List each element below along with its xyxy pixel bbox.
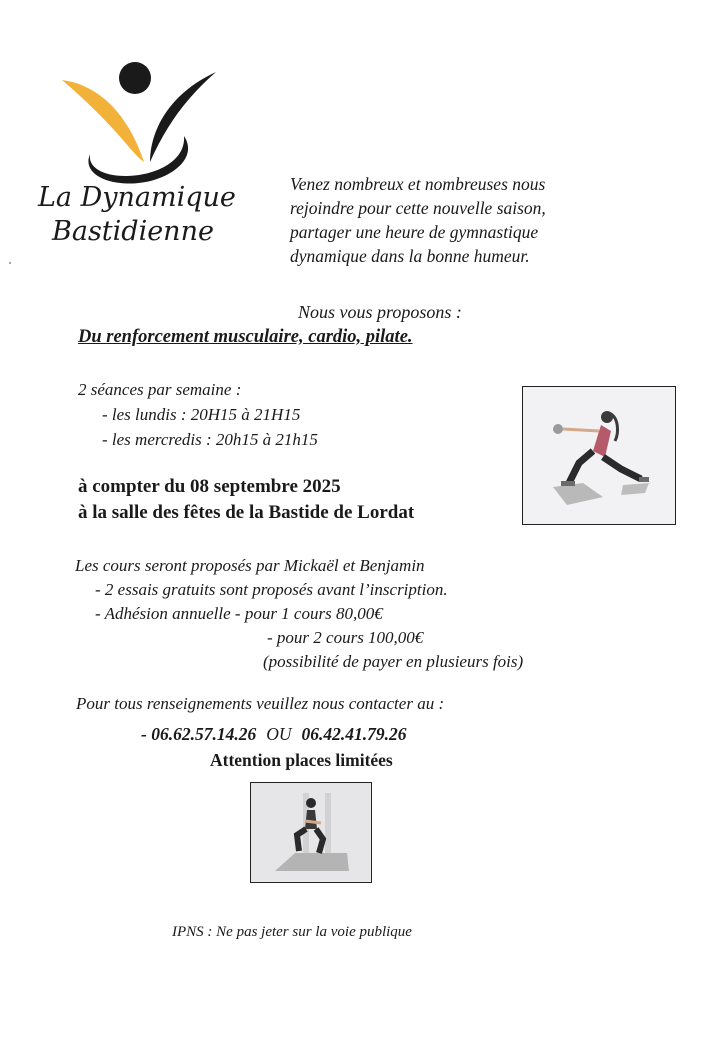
exercise-photo-lunge <box>522 386 676 525</box>
courses-fee-two: - pour 2 cours 100,00€ <box>267 628 424 647</box>
courses-teachers: Les cours seront proposés par Mickaël et Benjamin <box>75 556 425 575</box>
phone-number-1: - 06.62.57.14.26 <box>141 724 257 744</box>
intro-line: partager une heure de gymnastique <box>290 222 539 242</box>
intro-line: dynamique dans la bonne humeur. <box>290 246 530 266</box>
woman-lunge-with-ball-icon <box>523 387 674 523</box>
intro-paragraph <box>290 172 620 268</box>
session-item: - les mercredis : 20h15 à 21h15 <box>102 430 318 449</box>
woman-squat-icon <box>251 783 370 881</box>
exercise-photo-squat <box>250 782 372 883</box>
session-item: - les lundis : 20H15 à 21H15 <box>102 405 301 424</box>
contact-phones <box>141 724 406 745</box>
courses-fee-one: - Adhésion annuelle - pour 1 cours 80,00€ <box>95 604 383 623</box>
club-logo <box>34 58 244 258</box>
offer-title: Nous vous proposons : <box>298 302 462 322</box>
limited-places-notice: Attention places limitées <box>210 750 393 770</box>
offer-activities: Du renforcement musculaire, cardio, pilate. <box>78 327 413 347</box>
phone-number-2: 06.42.41.79.26 <box>301 724 407 744</box>
sessions-block <box>78 377 318 452</box>
courses-payment-note: (possibilité de payer en plusieurs fois) <box>263 652 524 671</box>
courses-trials: - 2 essais gratuits sont proposés avant l’inscription. <box>95 580 448 599</box>
sessions-heading: 2 séances par semaine : <box>78 380 242 399</box>
scan-speck <box>9 262 11 264</box>
intro-line: Venez nombreux et nombreuses nous <box>290 174 546 194</box>
intro-line: rejoindre pour cette nouvelle saison, <box>290 198 546 218</box>
start-info <box>78 474 414 526</box>
start-date: à compter du 08 septembre 2025 <box>78 476 341 497</box>
contact-text: Pour tous renseignements veuillez nous contacter au : <box>76 694 445 713</box>
logo-title-line2: Bastidienne <box>52 216 214 247</box>
start-place: à la salle des fêtes de la Bastide de Lordat <box>78 502 415 523</box>
phone-separator: OU <box>266 724 292 744</box>
ipns-footer: IPNS : Ne pas jeter sur la voie publique <box>172 924 412 940</box>
courses-block <box>75 554 523 674</box>
logo-title-line1: La Dynamique <box>38 182 236 213</box>
